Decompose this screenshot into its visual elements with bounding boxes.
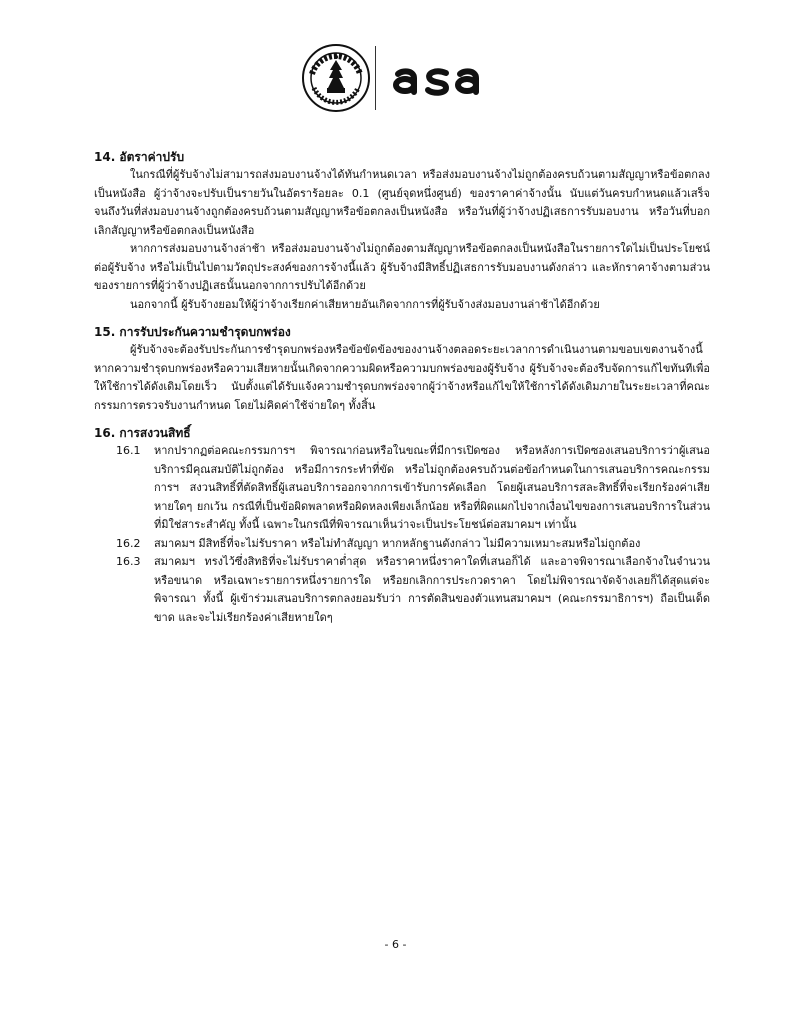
section-title: 16. การสงวนสิทธิ์ <box>94 426 191 440</box>
paragraph: ผู้รับจ้างจะต้องรับประกันการชำรุดบกพร่องหรือข้อขัดข้องของงานจ้างตลอดระยะเวลาการดำเนินงานตามขอบเขตงานจ้างนี้ หากความชำรุดบกพร่องหรือความเสียหายนั้นเกิดจากความผิดหรือความบกพร่องของผู้รับจ้าง ผู้รับจ้างจะต้องรีบจัดการแก้ไขทันทีเพื่อให้ใช้การได้ดังเดิมโดยเร็ว นับตั้งแต่ได้รับแจ้งความชำรุดบกพร่องจากผู้ว่าจ้างหรือแก้ไขให้ใช้การได้ดังเดิมภายในระยะเวลาที่คณะกรรมการตรวจรับงานกำหนด โดยไม่คิดค่าใช้จ่ายใดๆ ทั้งสิ้น <box>94 343 710 412</box>
section-warranty <box>94 323 710 415</box>
header-divider <box>375 46 376 110</box>
list-item <box>94 535 710 554</box>
section-title: 15. การรับประกันความชำรุดบกพร่อง <box>94 325 291 339</box>
paragraph: หากการส่งมอบงานจ้างล่าช้า หรือส่งมอบงานจ้างไม่ถูกต้องตามสัญญาหรือข้อตกลงเป็นหนังสือในรายการใดไม่เป็นประโยชน์ต่อผู้รับจ้าง หรือไม่เป็นไปตามวัตถุประสงค์ของการจ้างนี้แล้ว ผู้รับจ้างมีสิทธิ์ปฏิเสธการรับมอบงานดังกล่าว และหักราคาจ้างตามส่วนของรายการที่ผู้ว่าจ้างปฏิเสธนั้นนอกจากการปรับได้อีกด้วย <box>94 242 710 292</box>
document-body <box>94 148 710 627</box>
letterhead <box>0 44 791 116</box>
section-title: 14. อัตราค่าปรับ <box>94 150 185 164</box>
section-reservation-of-rights <box>94 424 710 627</box>
list-item <box>94 553 710 627</box>
paragraph: นอกจากนี้ ผู้รับจ้างยอมให้ผู้ว่าจ้างเรียกค่าเสียหายอันเกิดจากการที่ผู้รับจ้างส่งมอบงานล่าช้าได้อีกด้วย <box>130 297 600 311</box>
item-number: 16.1 <box>116 444 141 457</box>
item-text: หากปรากฏต่อคณะกรรมการฯ พิจารณาก่อนหรือในขณะที่มีการเปิดซอง หรือหลังการเปิดซองเสนอบริการว่าผู้เสนอบริการมีคุณสมบัติไม่ถูกต้อง หรือมีการกระทำที่ขัด หรือไม่ถูกต้องครบถ้วนต่อข้อกำหนดในการเสนอบริการคณะกรรมการฯ สงวนสิทธิ์ที่ตัดสิทธิ์ผู้เสนอบริการออกจากการเข้ารับการคัดเลือก โดยผู้เสนอบริการสละสิทธิ์ที่จะเรียกร้องค่าเสียหายใดๆ ยกเว้น กรณีที่เป็นข้อผิดพลาดหรือผิดหลงเพียงเล็กน้อย หรือที่ผิดแผกไปจากเงื่อนไขของการเสนอบริการในส่วนที่มิใช่สาระสำคัญ ทั้งนี้ เฉพาะในกรณีที่พิจารณาเห็นว่าจะเป็นประโยชน์ต่อสมาคมฯ เท่านั้น <box>154 444 710 531</box>
section-penalty <box>94 148 710 314</box>
asa-logo <box>390 64 486 96</box>
item-number: 16.3 <box>116 555 141 568</box>
item-text: สมาคมฯ มีสิทธิ์ที่จะไม่รับราคา หรือไม่ทำสัญญา หากหลักฐานดังกล่าว ไม่มีความเหมาะสมหรือไม่ถูกต้อง <box>154 536 641 550</box>
item-number: 16.2 <box>116 536 141 550</box>
item-text: สมาคมฯ ทรงไว้ซึ่งสิทธิที่จะไม่รับราคาต่ำสุด หรือราคาหนึ่งราคาใดที่เสนอก็ได้ และอาจพิจารณาเลือกจ้างในจำนวน หรือขนาด หรือเฉพาะรายการหนึ่งรายการใด หรือยกเลิกการประกวดราคา โดยไม่พิจารณาจัดจ้างเลยก็ได้สุดแต่จะพิจารณา ทั้งนี้ ผู้เข้าร่วมเสนอบริการตกลงยอมรับว่า การตัดสินของตัวแทนสมาคมฯ (คณะกรรมาธิการฯ) ถือเป็นเด็ดขาด และจะไม่เรียกร้องค่าเสียหายใดๆ <box>154 555 710 624</box>
page-number: - 6 - <box>384 938 407 951</box>
asa-seal-logo <box>302 44 370 112</box>
paragraph: ในกรณีที่ผู้รับจ้างไม่สามารถส่งมอบงานจ้างได้ทันกำหนดเวลา หรือส่งมอบงานจ้างไม่ถูกต้องครบถ้วนตามสัญญาหรือข้อตกลงเป็นหนังสือ ผู้ว่าจ้างจะปรับเป็นรายวันในอัตราร้อยละ 0.1 (ศูนย์จุดหนึ่งศูนย์) ของราคาค่าจ้างนั้น นับแต่วันครบกำหนดแล้วเสร็จ จนถึงวันที่ส่งมอบงานจ้างถูกต้องครบถ้วนตามสัญญาหรือข้อตกลงเป็นหนังสือ หรือวันที่ผู้ว่าจ้างปฏิเสธการรับมอบงาน หรือวันที่บอกเลิกสัญญาหรือข้อตกลงเป็นหนังสือ <box>94 168 710 237</box>
list-item <box>94 442 710 535</box>
